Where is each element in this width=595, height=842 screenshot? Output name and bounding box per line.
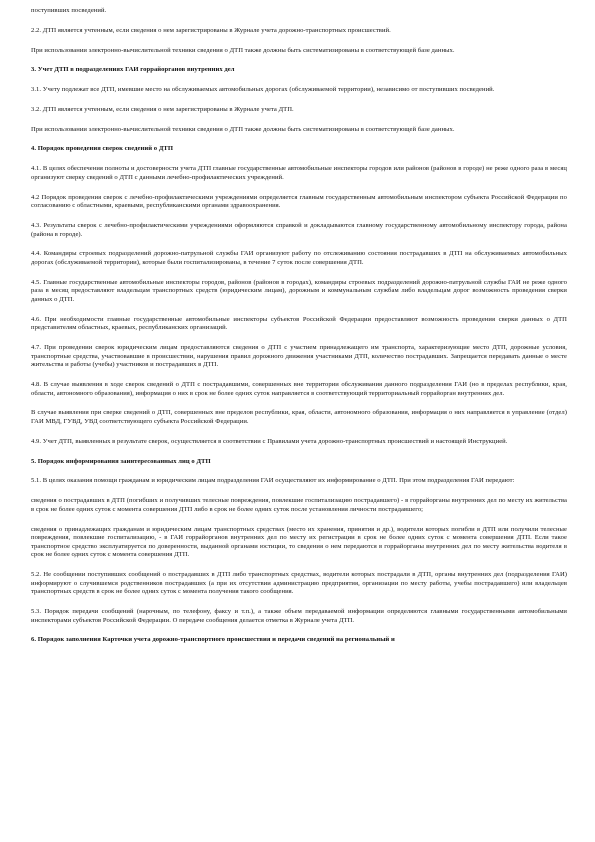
paragraph: 2.2. ДТП является учтенным, если сведения о нем зарегистрированы в Журнале учета дорожно-транспортных происшествий. <box>31 26 391 34</box>
section-heading: 3. Учет ДТП в подразделениях ГАИ горрайорганов внутренних дел <box>31 66 235 74</box>
paragraph: При использовании электронно-вычислительной техники сведения о ДТП также должны быть систематизированы в соответствующей базе данных. <box>31 46 455 54</box>
paragraph: 4.1. В целях обеспечения полноты и достоверности учета ДТП главные государственные автомобильные инспекторы городов или районов (районов в городе) не реже одного раза в месяц организуют сверку сведений о ДТП с данными лечебно-профилактических учреждений. <box>31 165 567 181</box>
paragraph: 3.2. ДТП является учтенным, если сведения о нем зарегистрированы в Журнале учета ДТП. <box>31 105 294 113</box>
paragraph: 4.7. При проведении сверок юридическим лицам предоставляются сведения о ДТП с участием принадлежащего им транспорта, характеризующие место ДТП, дорожные условия, транспортные средства, участвовавшие в происшествии, нарушения правил дорожного движения участниками ДТП, количество пострадавших. Запрещается передавать данные о месте жительства и работы (учебы) участников и пострадавших в ДТП. <box>31 344 567 369</box>
paragraph: 4.3. Результаты сверок с лечебно-профилактическими учреждениями оформляются справкой и докладываются главному государственному автомобильному инспектору города, района (района в городе). <box>31 222 567 238</box>
paragraph: сведения о принадлежащих гражданам и юридическим лицам транспортных средствах (место их хранения, принятия и др.), водители которых погибли в ДТП или получили телесные повреждения, повлекшие госпитализацию, - в ГАИ горрайорганов внутренних дел по месту их регистрации в срок не более одних суток с момента совершения ДТП. Если такое транспортное средство эксплуатируется по доверенности, выданной органами юстиции, то сведения о нем передаются в горрайорганы внутренних дел по месту жительства водителя в срок не более одних суток с момента совершения ДТП. <box>31 525 567 559</box>
paragraph: 4.5. Главные государственные автомобильные инспекторы городов, районов (районов в городах), командиры строевых подразделений дорожно-патрульной службы ГАИ не реже одного раза в месяц предоставляют владельцам транспортных средств (юридическим лицам), дорожным и коммунальным службам либо владельцам дорог возможность проведения сверки данных о ДТП. <box>31 278 567 303</box>
paragraph: 5.3. Порядок передачи сообщений (нарочным, по телефону, факсу и т.п.), а также объем передаваемой информации определяются главными государственными автомобильными инспекторами субъектов Российской Федерации. О передаче сообщения делается отметка в Журнале учета ДТП. <box>31 608 567 624</box>
paragraph: 4.8. В случае выявления в ходе сверок сведений о ДТП с пострадавшими, совершенных вне территории обслуживания данного подразделения ГАИ (но в пределах республики, края, области, автономного образования), информация о них в срок не более одних суток направляется в соответствующий территориальный горрайорган внутренних дел. <box>31 381 567 397</box>
section-heading: 5. Порядок информирования заинтересованных лиц о ДТП <box>31 457 211 465</box>
paragraph: В случае выявления при сверке сведений о ДТП, совершенных вне пределов республики, края, области, автономного образования, информация о них направляется в управление (отдел) ГАИ МВД, ГУВД, УВД соответствующего субъекта Российской Федерации. <box>31 409 567 426</box>
paragraph: 4.6. При необходимости главные государственные автомобильные инспекторы субъектов Российской Федерации предоставляют возможность проведения сверки данных о ДТП представителям областных, краевых, республиканских организаций. <box>31 315 567 332</box>
paragraph: 4.4. Командиры строевых подразделений дорожно-патрульной службы ГАИ организуют работу по отслеживанию состояния пострадавших в ДТП на обслуживаемых автомобильных дорогах (обслуживаемой территории), которые были госпитализированы, в течение 7 суток после совершения ДТП. <box>31 250 567 266</box>
paragraph: При использовании электронно-вычислительной техники сведения о ДТП также должны быть систематизированы в соответствующей базе данных. <box>31 125 455 133</box>
paragraph: поступивших посведений. <box>31 7 107 14</box>
document-page <box>31 0 567 656</box>
paragraph: 4.2 Порядок проведения сверок с лечебно-профилактическими учреждениями определяется главным государственным автомобильным инспектором субъекта Российской Федерации по согласованию с областными, краевыми, республиканскими органами здравоохранения. <box>31 193 567 210</box>
section-heading: 4. Порядок проведения сверок сведений о ДТП <box>31 145 174 153</box>
paragraph: 5.1. В целях оказания помощи гражданам и юридическим лицам подразделения ГАИ осуществляют их информирование о ДТП. При этом подразделения ГАИ передают: <box>31 477 515 485</box>
paragraph: сведения о пострадавших в ДТП (погибших и получивших телесные повреждения, повлекшие госпитализацию пострадавшего) - в горрайорганы внутренних дел по месту их жительства в срок не более одних суток с момента совершения ДТП либо в срок не более одних суток после установления личности пострадавшего; <box>31 497 567 513</box>
paragraph: 3.1. Учету подлежат все ДТП, имевшие место на обслуживаемых автомобильных дорогах (обслуживаемой территории), независимо от поступивших посведений. <box>31 86 495 94</box>
section-heading: 6. Порядок заполнения Карточки учета дорожно-транспортного происшествия и передачи сведений на региональный и <box>31 636 395 644</box>
paragraph: 5.2. Не сообщении поступивших сообщений о пострадавших в ДТП либо транспортных средствах, водители которых пострадали в ДТП, органы внутренних дел (подразделения ГАИ) информируют о случившемся родственников пострадавших (а при их отсутствии администрацию предприятия, организации по месту работы, учебы пострадавшего) или владельцев транспортных средств в срок не более одних суток с момента получения такого сообщения. <box>31 571 567 596</box>
paragraph: 4.9. Учет ДТП, выявленных в результате сверок, осуществляется в соответствии с Правилами учета дорожно-транспортных происшествий и настоящей Инструкцией. <box>31 437 508 445</box>
